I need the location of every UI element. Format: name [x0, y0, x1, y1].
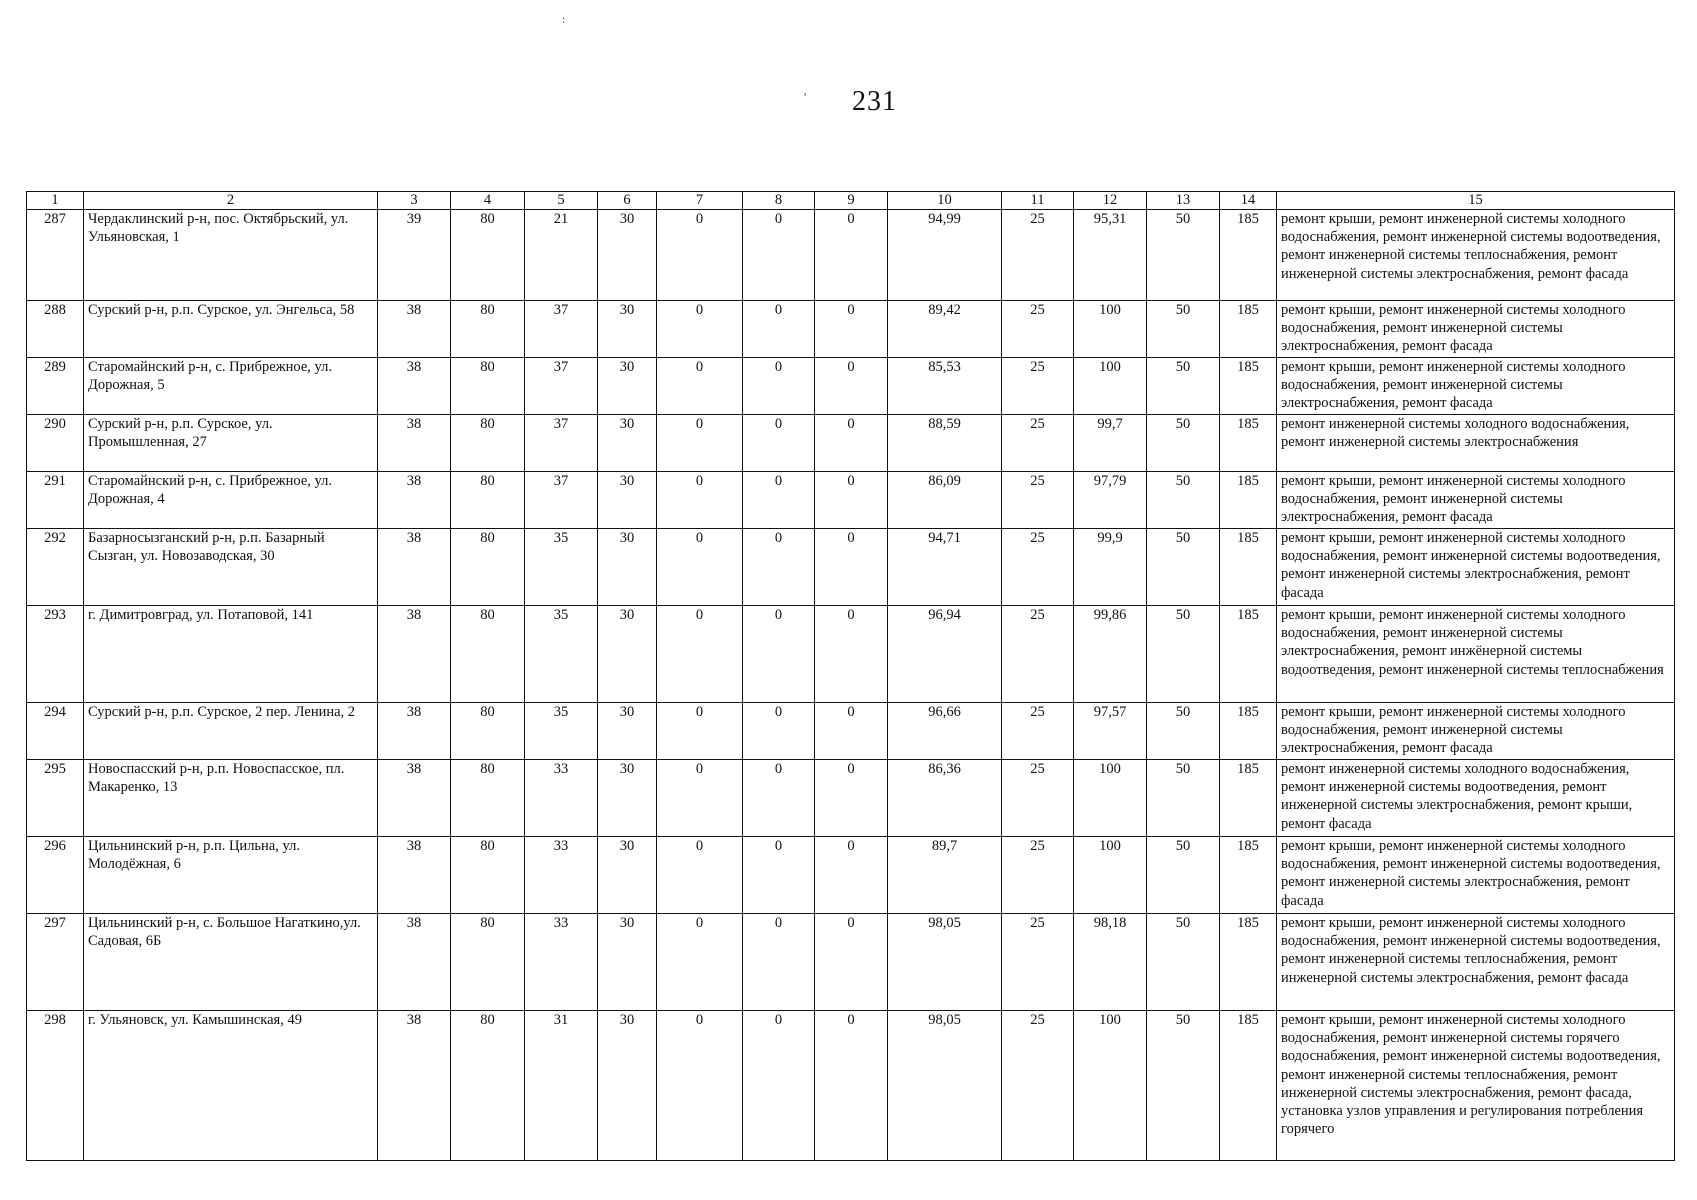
value-cell-7: 0 — [657, 415, 743, 472]
column-header: 11 — [1002, 192, 1074, 210]
value-cell-6: 30 — [598, 703, 657, 760]
table-row — [27, 210, 1675, 301]
repair-works-cell: ремонт крыши, ремонт инженерной системы холодного водоснабжения, ремонт инженерной системы горячего водоснабжения, ремонт инженерной системы водоотведения, ремонт инженерной системы теплоснабжения, ремонт инженерной системы электроснабжения, ремонт фасада, установка узлов управления и регулирования потребления горячего — [1277, 1011, 1675, 1161]
value-cell-14: 185 — [1220, 703, 1277, 760]
column-header: 9 — [815, 192, 888, 210]
value-cell-9: 0 — [815, 472, 888, 529]
scan-speck: ʹ — [804, 90, 807, 104]
address-cell: Цильнинский р-н, р.п. Цильна, ул. Молодёжная, 6 — [84, 837, 378, 914]
value-cell-12: 100 — [1074, 358, 1147, 415]
value-cell-10: 89,7 — [888, 837, 1002, 914]
value-cell-11: 25 — [1002, 606, 1074, 703]
column-header: 7 — [657, 192, 743, 210]
value-cell-13: 50 — [1147, 703, 1220, 760]
value-cell-3: 38 — [378, 703, 451, 760]
value-cell-12: 99,7 — [1074, 415, 1147, 472]
value-cell-11: 25 — [1002, 837, 1074, 914]
repair-works-cell: ремонт крыши, ремонт инженерной системы холодного водоснабжения, ремонт инженерной системы электроснабжения, ремонт фасада — [1277, 301, 1675, 358]
table-row — [27, 415, 1675, 472]
table-row — [27, 760, 1675, 837]
repair-works-cell: ремонт инженерной системы холодного водоснабжения, ремонт инженерной системы электроснабжения — [1277, 415, 1675, 472]
value-cell-14: 185 — [1220, 837, 1277, 914]
value-cell-13: 50 — [1147, 301, 1220, 358]
value-cell-9: 0 — [815, 415, 888, 472]
value-cell-8: 0 — [743, 760, 815, 837]
value-cell-8: 0 — [743, 529, 815, 606]
value-cell-4: 80 — [451, 301, 525, 358]
value-cell-10: 96,66 — [888, 703, 1002, 760]
value-cell-14: 185 — [1220, 914, 1277, 1011]
value-cell-8: 0 — [743, 301, 815, 358]
value-cell-5: 21 — [525, 210, 598, 301]
value-cell-7: 0 — [657, 358, 743, 415]
table-row — [27, 703, 1675, 760]
value-cell-10: 89,42 — [888, 301, 1002, 358]
repair-works-cell: ремонт крыши, ремонт инженерной системы холодного водоснабжения, ремонт инженерной системы водоотведения, ремонт инженерной системы электроснабжения, ремонт фасада — [1277, 837, 1675, 914]
value-cell-11: 25 — [1002, 415, 1074, 472]
value-cell-4: 80 — [451, 837, 525, 914]
value-cell-7: 0 — [657, 301, 743, 358]
row-number: 298 — [27, 1011, 84, 1161]
value-cell-6: 30 — [598, 358, 657, 415]
value-cell-14: 185 — [1220, 301, 1277, 358]
table-row — [27, 837, 1675, 914]
value-cell-5: 35 — [525, 703, 598, 760]
value-cell-9: 0 — [815, 529, 888, 606]
value-cell-6: 30 — [598, 529, 657, 606]
value-cell-14: 185 — [1220, 606, 1277, 703]
value-cell-6: 30 — [598, 606, 657, 703]
value-cell-6: 30 — [598, 415, 657, 472]
value-cell-13: 50 — [1147, 529, 1220, 606]
column-header: 13 — [1147, 192, 1220, 210]
value-cell-11: 25 — [1002, 210, 1074, 301]
address-cell: Чердаклинский р-н, пос. Октябрьский, ул. Ульяновская, 1 — [84, 210, 378, 301]
value-cell-8: 0 — [743, 358, 815, 415]
value-cell-5: 35 — [525, 606, 598, 703]
value-cell-11: 25 — [1002, 1011, 1074, 1161]
value-cell-12: 100 — [1074, 1011, 1147, 1161]
table-row — [27, 301, 1675, 358]
column-header: 5 — [525, 192, 598, 210]
value-cell-12: 95,31 — [1074, 210, 1147, 301]
value-cell-11: 25 — [1002, 472, 1074, 529]
value-cell-4: 80 — [451, 415, 525, 472]
row-number: 295 — [27, 760, 84, 837]
value-cell-9: 0 — [815, 760, 888, 837]
address-cell: Сурский р-н, р.п. Сурское, ул. Промышленная, 27 — [84, 415, 378, 472]
value-cell-3: 38 — [378, 301, 451, 358]
value-cell-11: 25 — [1002, 358, 1074, 415]
row-number: 287 — [27, 210, 84, 301]
address-cell: г. Димитровград, ул. Потаповой, 141 — [84, 606, 378, 703]
address-cell: Базарносызганский р-н, р.п. Базарный Сызган, ул. Новозаводская, 30 — [84, 529, 378, 606]
address-cell: Сурский р-н, р.п. Сурское, 2 пер. Ленина, 2 — [84, 703, 378, 760]
value-cell-14: 185 — [1220, 1011, 1277, 1161]
column-header: 3 — [378, 192, 451, 210]
table-row — [27, 1011, 1675, 1161]
column-header: 8 — [743, 192, 815, 210]
value-cell-6: 30 — [598, 472, 657, 529]
value-cell-14: 185 — [1220, 529, 1277, 606]
row-number: 288 — [27, 301, 84, 358]
value-cell-6: 30 — [598, 914, 657, 1011]
value-cell-14: 185 — [1220, 415, 1277, 472]
value-cell-11: 25 — [1002, 760, 1074, 837]
address-cell: г. Ульяновск, ул. Камышинская, 49 — [84, 1011, 378, 1161]
value-cell-10: 94,71 — [888, 529, 1002, 606]
value-cell-4: 80 — [451, 760, 525, 837]
value-cell-3: 38 — [378, 472, 451, 529]
value-cell-6: 30 — [598, 301, 657, 358]
table-row — [27, 358, 1675, 415]
value-cell-14: 185 — [1220, 472, 1277, 529]
value-cell-7: 0 — [657, 837, 743, 914]
value-cell-8: 0 — [743, 837, 815, 914]
value-cell-12: 98,18 — [1074, 914, 1147, 1011]
value-cell-5: 37 — [525, 301, 598, 358]
value-cell-9: 0 — [815, 1011, 888, 1161]
column-number-row — [27, 192, 1675, 210]
table-row — [27, 914, 1675, 1011]
column-header: 10 — [888, 192, 1002, 210]
value-cell-4: 80 — [451, 703, 525, 760]
value-cell-3: 38 — [378, 1011, 451, 1161]
value-cell-8: 0 — [743, 472, 815, 529]
repair-works-cell: ремонт крыши, ремонт инженерной системы холодного водоснабжения, ремонт инженерной системы электроснабжения, ремонт фасада — [1277, 703, 1675, 760]
value-cell-6: 30 — [598, 760, 657, 837]
value-cell-3: 38 — [378, 837, 451, 914]
value-cell-12: 97,57 — [1074, 703, 1147, 760]
value-cell-7: 0 — [657, 606, 743, 703]
value-cell-4: 80 — [451, 210, 525, 301]
value-cell-5: 37 — [525, 415, 598, 472]
value-cell-13: 50 — [1147, 914, 1220, 1011]
value-cell-10: 94,99 — [888, 210, 1002, 301]
column-header: 15 — [1277, 192, 1675, 210]
address-cell: Новоспасский р-н, р.п. Новоспасское, пл. Макаренко, 13 — [84, 760, 378, 837]
value-cell-11: 25 — [1002, 914, 1074, 1011]
repair-works-cell: ремонт крыши, ремонт инженерной системы холодного водоснабжения, ремонт инженерной системы водоотведения, ремонт инженерной системы электроснабжения, ремонт фасада — [1277, 529, 1675, 606]
value-cell-5: 37 — [525, 472, 598, 529]
column-header: 6 — [598, 192, 657, 210]
value-cell-4: 80 — [451, 358, 525, 415]
value-cell-5: 31 — [525, 1011, 598, 1161]
repair-works-cell: ремонт крыши, ремонт инженерной системы холодного водоснабжения, ремонт инженерной системы водоотведения, ремонт инженерной системы теплоснабжения, ремонт инженерной системы электроснабжения, ремонт фасада — [1277, 914, 1675, 1011]
scan-speck: : — [562, 12, 566, 26]
value-cell-10: 85,53 — [888, 358, 1002, 415]
value-cell-11: 25 — [1002, 529, 1074, 606]
value-cell-8: 0 — [743, 415, 815, 472]
repair-works-cell: ремонт крыши, ремонт инженерной системы холодного водоснабжения, ремонт инженерной системы электроснабжения, ремонт фасада — [1277, 472, 1675, 529]
repair-works-cell: ремонт крыши, ремонт инженерной системы холодного водоснабжения, ремонт инженерной системы электроснабжения, ремонт фасада — [1277, 358, 1675, 415]
value-cell-8: 0 — [743, 606, 815, 703]
value-cell-10: 88,59 — [888, 415, 1002, 472]
column-header: 14 — [1220, 192, 1277, 210]
value-cell-12: 100 — [1074, 837, 1147, 914]
value-cell-8: 0 — [743, 210, 815, 301]
value-cell-9: 0 — [815, 358, 888, 415]
repair-register-table — [26, 191, 1675, 1161]
repair-works-cell: ремонт крыши, ремонт инженерной системы холодного водоснабжения, ремонт инженерной системы электроснабжения, ремонт инжёнерной системы водоотведения, ремонт инженерной системы теплоснабжения — [1277, 606, 1675, 703]
value-cell-13: 50 — [1147, 210, 1220, 301]
value-cell-12: 100 — [1074, 301, 1147, 358]
value-cell-12: 99,86 — [1074, 606, 1147, 703]
value-cell-7: 0 — [657, 472, 743, 529]
column-header: 12 — [1074, 192, 1147, 210]
value-cell-14: 185 — [1220, 760, 1277, 837]
table-row — [27, 606, 1675, 703]
value-cell-9: 0 — [815, 837, 888, 914]
repair-works-cell: ремонт инженерной системы холодного водоснабжения, ремонт инженерной системы водоотведения, ремонт инженерной системы электроснабжения, ремонт крыши, ремонт фасада — [1277, 760, 1675, 837]
value-cell-3: 38 — [378, 914, 451, 1011]
value-cell-9: 0 — [815, 301, 888, 358]
value-cell-4: 80 — [451, 914, 525, 1011]
value-cell-13: 50 — [1147, 472, 1220, 529]
row-number: 289 — [27, 358, 84, 415]
row-number: 292 — [27, 529, 84, 606]
table-row — [27, 472, 1675, 529]
address-cell: Старомайнский р-н, с. Прибрежное, ул. Дорожная, 4 — [84, 472, 378, 529]
value-cell-7: 0 — [657, 1011, 743, 1161]
value-cell-3: 38 — [378, 606, 451, 703]
value-cell-8: 0 — [743, 914, 815, 1011]
value-cell-10: 98,05 — [888, 1011, 1002, 1161]
repair-works-cell: ремонт крыши, ремонт инженерной системы холодного водоснабжения, ремонт инженерной системы водоотведения, ремонт инженерной системы теплоснабжения, ремонт инженерной системы электроснабжения, ремонт фасада — [1277, 210, 1675, 301]
value-cell-14: 185 — [1220, 210, 1277, 301]
value-cell-5: 33 — [525, 837, 598, 914]
value-cell-13: 50 — [1147, 1011, 1220, 1161]
value-cell-6: 30 — [598, 837, 657, 914]
value-cell-13: 50 — [1147, 606, 1220, 703]
value-cell-10: 98,05 — [888, 914, 1002, 1011]
value-cell-11: 25 — [1002, 301, 1074, 358]
value-cell-13: 50 — [1147, 358, 1220, 415]
row-number: 297 — [27, 914, 84, 1011]
value-cell-4: 80 — [451, 529, 525, 606]
value-cell-3: 38 — [378, 358, 451, 415]
address-cell: Старомайнский р-н, с. Прибрежное, ул. Дорожная, 5 — [84, 358, 378, 415]
value-cell-6: 30 — [598, 1011, 657, 1161]
value-cell-12: 97,79 — [1074, 472, 1147, 529]
value-cell-12: 100 — [1074, 760, 1147, 837]
value-cell-6: 30 — [598, 210, 657, 301]
value-cell-5: 35 — [525, 529, 598, 606]
value-cell-13: 50 — [1147, 415, 1220, 472]
value-cell-3: 39 — [378, 210, 451, 301]
value-cell-7: 0 — [657, 529, 743, 606]
row-number: 294 — [27, 703, 84, 760]
row-number: 293 — [27, 606, 84, 703]
value-cell-5: 33 — [525, 760, 598, 837]
address-cell: Сурский р-н, р.п. Сурское, ул. Энгельса, 58 — [84, 301, 378, 358]
value-cell-3: 38 — [378, 415, 451, 472]
row-number: 291 — [27, 472, 84, 529]
value-cell-9: 0 — [815, 606, 888, 703]
column-header: 2 — [84, 192, 378, 210]
value-cell-10: 86,36 — [888, 760, 1002, 837]
value-cell-4: 80 — [451, 472, 525, 529]
column-header: 1 — [27, 192, 84, 210]
value-cell-13: 50 — [1147, 760, 1220, 837]
value-cell-3: 38 — [378, 529, 451, 606]
value-cell-12: 99,9 — [1074, 529, 1147, 606]
value-cell-8: 0 — [743, 703, 815, 760]
value-cell-3: 38 — [378, 760, 451, 837]
value-cell-7: 0 — [657, 760, 743, 837]
value-cell-9: 0 — [815, 914, 888, 1011]
address-cell: Цильнинский р-н, с. Большое Нагаткино,ул. Садовая, 6Б — [84, 914, 378, 1011]
value-cell-9: 0 — [815, 703, 888, 760]
column-header: 4 — [451, 192, 525, 210]
row-number: 290 — [27, 415, 84, 472]
value-cell-14: 185 — [1220, 358, 1277, 415]
value-cell-7: 0 — [657, 703, 743, 760]
value-cell-10: 96,94 — [888, 606, 1002, 703]
value-cell-11: 25 — [1002, 703, 1074, 760]
row-number: 296 — [27, 837, 84, 914]
value-cell-7: 0 — [657, 914, 743, 1011]
value-cell-10: 86,09 — [888, 472, 1002, 529]
page-number: 231 — [852, 86, 897, 117]
table-row — [27, 529, 1675, 606]
value-cell-4: 80 — [451, 1011, 525, 1161]
value-cell-5: 37 — [525, 358, 598, 415]
value-cell-13: 50 — [1147, 837, 1220, 914]
value-cell-8: 0 — [743, 1011, 815, 1161]
value-cell-4: 80 — [451, 606, 525, 703]
value-cell-5: 33 — [525, 914, 598, 1011]
value-cell-9: 0 — [815, 210, 888, 301]
value-cell-7: 0 — [657, 210, 743, 301]
